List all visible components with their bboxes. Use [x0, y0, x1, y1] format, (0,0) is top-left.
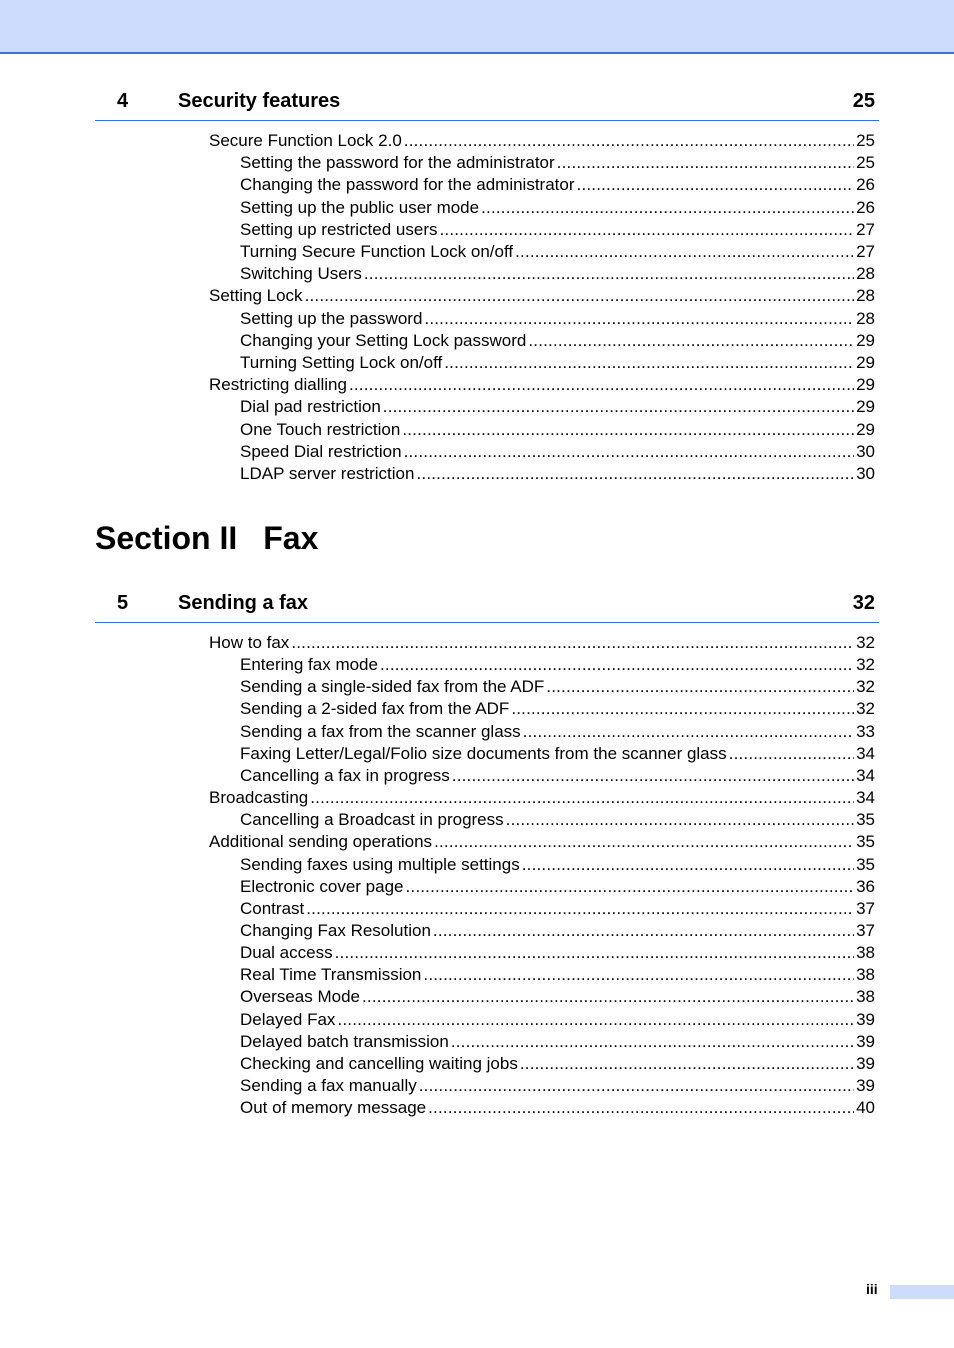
toc-entry[interactable]: [240, 152, 875, 174]
toc-entry[interactable]: [240, 743, 875, 765]
section-title: Fax: [263, 520, 319, 556]
toc-entry-title: Setting up the password: [240, 308, 423, 328]
toc-entry-title: Real Time Transmission: [240, 965, 422, 985]
dot-leader: [337, 1009, 854, 1031]
toc-entry[interactable]: [209, 831, 875, 853]
toc-entry-title: Speed Dial restriction: [240, 441, 402, 461]
toc-entry-title: Changing Fax Resolution: [240, 920, 431, 940]
toc-entry[interactable]: [240, 920, 875, 942]
dot-leader: [402, 419, 854, 441]
toc-entry-page: 37: [856, 920, 875, 940]
dot-leader: [481, 197, 854, 219]
toc-entry-title: Cancelling a fax in progress: [240, 765, 450, 785]
dot-leader: [423, 964, 854, 986]
chapter-title: Sending a fax: [178, 592, 309, 614]
toc-entry-page: 35: [856, 832, 875, 852]
toc-entry-title: Changing the password for the administrator: [240, 175, 575, 195]
toc-entry-title: Sending a fax from the scanner glass: [240, 721, 521, 741]
toc-entry[interactable]: [240, 308, 875, 330]
dot-leader: [424, 308, 854, 330]
toc-entry[interactable]: [240, 463, 875, 485]
toc-entry-title: Overseas Mode: [240, 987, 360, 1007]
toc-entry-page: 39: [856, 1053, 875, 1073]
toc-entry[interactable]: [240, 698, 875, 720]
toc-entry-title: Sending a single-sided fax from the ADF: [240, 677, 545, 697]
chapter-number: 4: [117, 90, 129, 112]
chapter-5-heading: [95, 592, 879, 623]
dot-leader: [428, 1097, 854, 1119]
toc-entry-page: 26: [856, 175, 875, 195]
toc-entry-page: 38: [856, 943, 875, 963]
chapter-title: Security features: [178, 90, 341, 112]
dot-leader: [335, 942, 854, 964]
dot-leader: [291, 632, 854, 654]
toc-entry-page: 35: [856, 854, 875, 874]
toc-entry[interactable]: [240, 1031, 875, 1053]
toc-entry[interactable]: [240, 352, 875, 374]
toc-entry-title: Contrast: [240, 898, 305, 918]
toc-entry-title: Secure Function Lock 2.0: [209, 131, 402, 150]
toc-entry-page: 34: [856, 788, 875, 808]
toc-entry-title: Entering fax mode: [240, 655, 378, 675]
dot-leader: [729, 743, 854, 765]
toc-entry-title: Faxing Letter/Legal/Folio size documents from the scanner glass: [240, 743, 727, 763]
toc-entry-page: 25: [856, 131, 875, 150]
toc-entry-page: 38: [856, 987, 875, 1007]
toc-entry-title: How to fax: [209, 633, 290, 652]
dot-leader: [380, 654, 854, 676]
toc-entry[interactable]: [240, 854, 875, 876]
toc-entry[interactable]: [240, 1053, 875, 1075]
toc-entry-page: 29: [856, 330, 875, 350]
toc-entry-page: 32: [856, 677, 875, 697]
toc-entry[interactable]: [240, 197, 875, 219]
dot-leader: [506, 809, 854, 831]
footer-bar: [890, 1285, 954, 1299]
toc-entry-page: 29: [856, 397, 875, 417]
toc-entry-title: Switching Users: [240, 264, 362, 284]
dot-leader: [522, 854, 854, 876]
toc-entry[interactable]: [240, 876, 875, 898]
toc-entry-title: Sending a fax manually: [240, 1076, 417, 1095]
toc-entry-page: 33: [856, 721, 875, 741]
chapter-number: 5: [117, 592, 129, 614]
toc-entry-title: Delayed batch transmission: [240, 1031, 449, 1051]
toc-entry-page: 32: [856, 699, 875, 719]
dot-leader: [404, 130, 854, 152]
dot-leader: [434, 831, 854, 853]
dot-leader: [419, 1075, 854, 1097]
toc-entry[interactable]: [240, 1097, 875, 1119]
toc-entry-page: 25: [856, 153, 875, 173]
dot-leader: [439, 219, 854, 241]
dot-leader: [451, 1031, 854, 1053]
toc-entry[interactable]: [240, 942, 875, 964]
toc-entry[interactable]: [240, 986, 875, 1008]
toc-entry-title: Setting Lock: [209, 286, 303, 306]
toc-entry-title: Changing your Setting Lock password: [240, 330, 527, 350]
toc-entry-title: Delayed Fax: [240, 1009, 336, 1029]
toc-entry-page: 29: [856, 419, 875, 439]
toc-entry-title: Out of memory message: [240, 1098, 427, 1118]
toc-entry-title: Electronic cover page: [240, 876, 404, 896]
toc-entry[interactable]: [240, 241, 875, 263]
toc-entry[interactable]: [240, 721, 875, 743]
toc-entry-title: Setting the password for the administrator: [240, 153, 555, 173]
toc-entry[interactable]: [209, 285, 875, 307]
header-bar: [0, 0, 954, 54]
toc-entry-page: 27: [856, 242, 875, 261]
toc-entry[interactable]: [240, 1075, 875, 1097]
toc-entry-title: Dual access: [240, 943, 333, 963]
toc-entry-page: 34: [856, 765, 875, 785]
toc-entry-page: 27: [856, 219, 875, 239]
toc-entry-page: 38: [856, 965, 875, 985]
toc-entry-page: 34: [856, 743, 875, 763]
dot-leader: [520, 1053, 854, 1075]
dot-leader: [383, 396, 854, 418]
toc-entry-page: 39: [856, 1031, 875, 1051]
dot-leader: [310, 787, 854, 809]
toc-entry-page: 32: [856, 655, 875, 675]
toc-entry-title: Broadcasting: [209, 788, 309, 808]
toc-entry-title: Restricting dialling: [209, 375, 347, 395]
toc-entry[interactable]: [240, 964, 875, 986]
toc-entry[interactable]: [240, 330, 875, 352]
dot-leader: [364, 263, 854, 285]
section-heading: [95, 520, 318, 557]
toc-entry-page: 39: [856, 1076, 875, 1095]
toc-entry-title: Setting up restricted users: [240, 219, 438, 239]
toc-entry[interactable]: [240, 765, 875, 787]
toc-entry-title: One Touch restriction: [240, 419, 401, 439]
dot-leader: [349, 374, 854, 396]
dot-leader: [405, 876, 854, 898]
chapter-page: 25: [852, 90, 875, 112]
toc-entry[interactable]: [209, 632, 875, 654]
dot-leader: [528, 330, 854, 352]
toc-entry-title: Sending faxes using multiple settings: [240, 854, 520, 874]
toc-entry-title: Turning Secure Function Lock on/off: [240, 242, 514, 261]
toc-entry[interactable]: [240, 809, 875, 831]
toc-entry-page: 29: [856, 375, 875, 395]
dot-leader: [557, 152, 854, 174]
toc-entry[interactable]: [209, 130, 875, 152]
dot-leader: [416, 463, 854, 485]
toc-entry-page: 30: [856, 441, 875, 461]
toc-entry-title: Dial pad restriction: [240, 397, 381, 417]
dot-leader: [577, 174, 855, 196]
dot-leader: [546, 676, 854, 698]
toc-entry[interactable]: [209, 374, 875, 396]
toc-entry-page: 32: [856, 633, 875, 652]
toc-entry[interactable]: [240, 898, 875, 920]
toc-entry-page: 28: [856, 286, 875, 306]
toc-entry-title: Cancelling a Broadcast in progress: [240, 810, 504, 830]
toc-entry[interactable]: [240, 396, 875, 418]
toc-entry-page: 28: [856, 264, 875, 284]
toc-entry[interactable]: [240, 654, 875, 676]
dot-leader: [305, 285, 855, 307]
toc-entry-title: Checking and cancelling waiting jobs: [240, 1053, 518, 1073]
dot-leader: [523, 721, 854, 743]
toc-entry-page: 37: [856, 898, 875, 918]
dot-leader: [452, 765, 854, 787]
toc-entry-page: 30: [856, 464, 875, 483]
toc-entry[interactable]: [240, 441, 875, 463]
toc-entry-title: LDAP server restriction: [240, 464, 415, 483]
dot-leader: [362, 986, 854, 1008]
page-number: iii: [866, 1281, 878, 1297]
toc-entry-title: Sending a 2-sided fax from the ADF: [240, 699, 510, 719]
toc-entry[interactable]: [240, 174, 875, 196]
toc-entry[interactable]: [240, 419, 875, 441]
dot-leader: [444, 352, 854, 374]
dot-leader: [404, 441, 855, 463]
toc-entry[interactable]: [240, 219, 875, 241]
toc-entry-page: 29: [856, 353, 875, 372]
toc-entry[interactable]: [240, 676, 875, 698]
toc-entry[interactable]: [240, 263, 875, 285]
toc-entry-page: 40: [856, 1098, 875, 1118]
section-label: Section II: [95, 520, 238, 556]
toc-entry-page: 26: [856, 197, 875, 217]
dot-leader: [515, 241, 854, 263]
toc-entry[interactable]: [240, 1009, 875, 1031]
toc-entry[interactable]: [209, 787, 875, 809]
dot-leader: [433, 920, 854, 942]
toc-entry-title: Setting up the public user mode: [240, 197, 480, 217]
chapter-page: 32: [852, 592, 875, 614]
toc-entry-page: 28: [856, 308, 875, 328]
toc-entry-page: 36: [856, 876, 875, 896]
toc-entry-page: 39: [856, 1009, 875, 1029]
dot-leader: [306, 898, 854, 920]
chapter-4-heading: [95, 90, 879, 121]
toc-entry-title: Additional sending operations: [209, 832, 433, 852]
toc-entry-title: Turning Setting Lock on/off: [240, 353, 443, 372]
toc-entry-page: 35: [856, 810, 875, 830]
dot-leader: [511, 698, 854, 720]
